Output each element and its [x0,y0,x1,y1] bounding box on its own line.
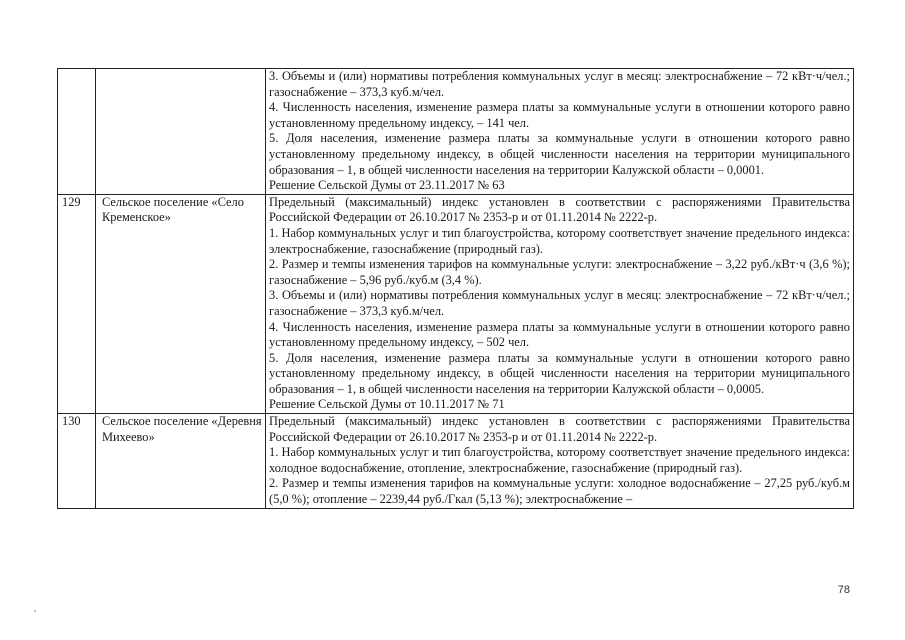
scan-artifact [34,610,36,612]
table-row [58,69,854,195]
page-number: 78 [837,584,850,596]
row-number-cell: 130 [58,414,96,509]
description-paragraph: Предельный (максимальный) индекс установлен в соответствии с распоряжениями Правительства Российской Федерации от 26.10.2017 № 2353-р и от 01.11.2014 № 2222-р. [269,194,850,225]
table-row [58,414,854,509]
tariff-index-table [57,68,854,509]
description-paragraph: 1. Набор коммунальных услуг и тип благоустройства, которому соответствует значение предельного индекса: холодное водоснабжение, отопление, электроснабжение, газоснабжение (природный газ). [269,445,850,475]
description-paragraph: Решение Сельской Думы от 10.11.2017 № 71 [269,397,505,412]
settlement-name-cell [96,69,266,195]
description-paragraph: 5. Доля населения, изменение размера платы за коммунальные услуги в отношении которого равно установленному предельному индексу, в общей численности населения на территории муниципального образования – 1, в общей численности населения на территории Калужской области – 0,0005. [269,350,850,396]
table-row [58,194,854,413]
description-paragraph: 3. Объемы и (или) нормативы потребления коммунальных услуг в месяц: электроснабжение – 72 кВт·ч/чел.; газоснабжение – 373,3 куб.м/чел. [269,69,850,99]
description-paragraph: 5. Доля населения, изменение размера платы за коммунальные услуги в отношении которого равно установленному предельному индексу, в общей численности населения на территории муниципального образования – 1, в общей численности населения на территории Калужской области – 0,0001. [269,131,850,177]
index-description-cell [266,194,854,413]
description-paragraph: 4. Численность населения, изменение размера платы за коммунальные услуги в отношении которого равно установленному предельному индексу, – 141 чел. [269,100,850,130]
index-description-cell [266,414,854,509]
row-number-cell [58,69,96,195]
description-paragraph: 1. Набор коммунальных услуг и тип благоустройства, которому соответствует значение предельного индекса: электроснабжение, газоснабжение (природный газ). [269,225,850,256]
description-paragraph: 2. Размер и темпы изменения тарифов на коммунальные услуги: электроснабжение – 3,22 руб./кВт·ч (3,6 %); газоснабжение – 5,96 руб./куб.м (3,4 %). [269,257,850,287]
index-description-cell [266,69,854,195]
settlement-name-cell: Сельское поселение «Село Кременское» [96,194,266,413]
document-page [57,68,854,509]
settlement-name-cell: Сельское поселение «Деревня Михеево» [96,414,266,509]
description-paragraph: 2. Размер и темпы изменения тарифов на коммунальные услуги: холодное водоснабжение – 27,25 руб./куб.м (5,0 %); отопление – 2239,44 руб./Гкал (5,13 %); электроснабжение – [269,476,850,507]
description-paragraph: Предельный (максимальный) индекс установлен в соответствии с распоряжениями Правительства Российской Федерации от 26.10.2017 № 2353-р и от 01.11.2014 № 2222-р. [269,414,850,444]
table-body [58,69,854,509]
row-number-cell: 129 [58,194,96,413]
description-paragraph: Решение Сельской Думы от 23.11.2017 № 63 [269,178,505,193]
description-paragraph: 3. Объемы и (или) нормативы потребления коммунальных услуг в месяц: электроснабжение – 72 кВт·ч/чел.; газоснабжение – 373,3 куб.м/чел. [269,288,850,318]
description-paragraph: 4. Численность населения, изменение размера платы за коммунальные услуги в отношении которого равно установленному предельному индексу, – 502 чел. [269,319,850,350]
